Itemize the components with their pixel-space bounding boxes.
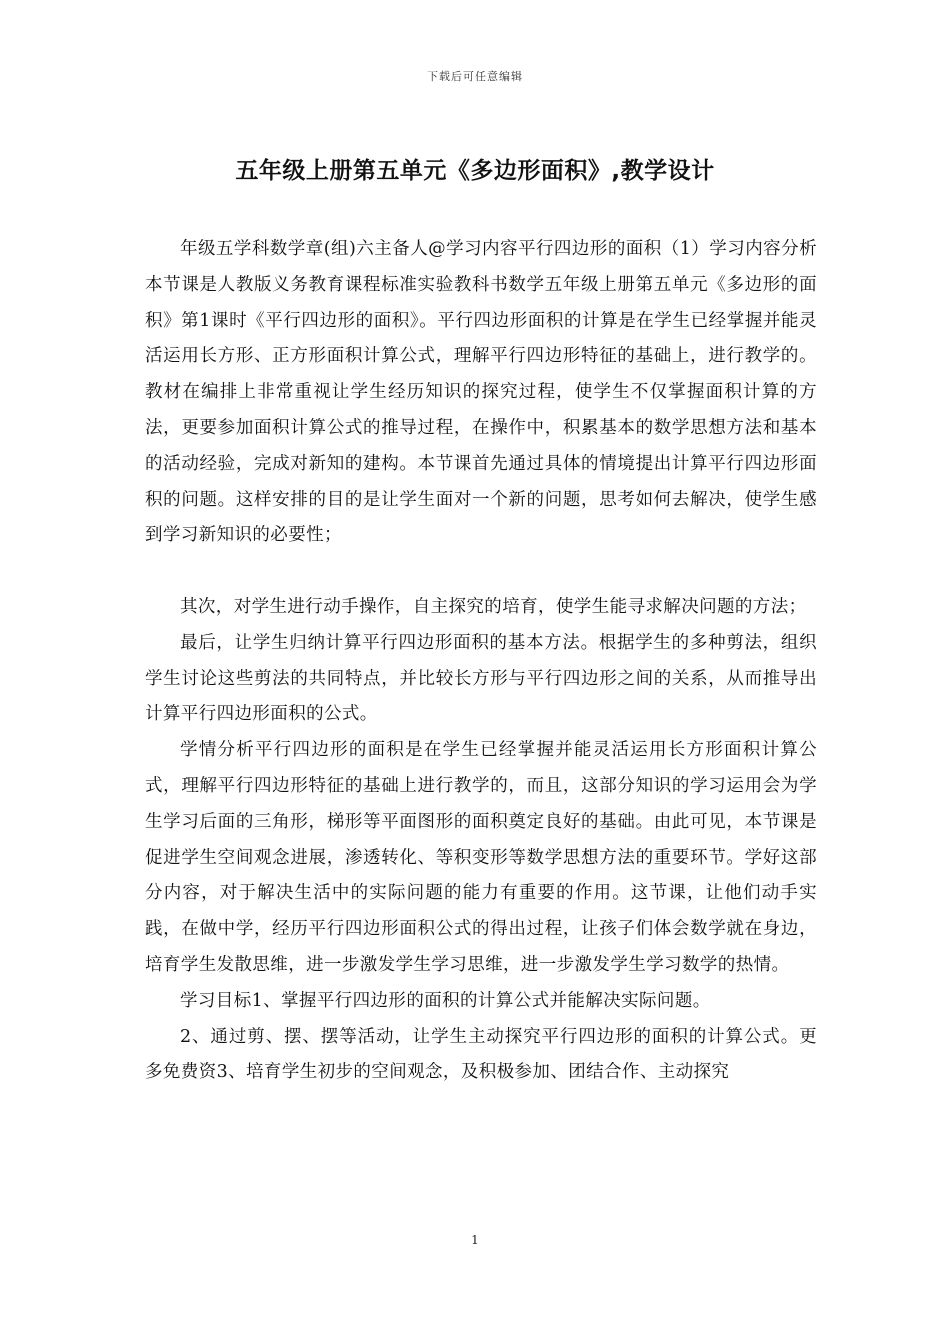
paragraph-learning-analysis: 学情分析平行四边形的面积是在学生已经掌握并能灵活运用长方形面积计算公式，理解平行四边形特征的基础上进行教学的，而且，这部分知识的学习运用会为学生学习后面的三角形，梯形等平面图形的面积奠定良好的基础。由此可见，本节课是促进学生空间观念进展，渗透转化、等积变形等数学思想方法的重要环节。学好这部分内容，对于解决生活中的实际问题的能力有重要的作用。这节课，让他们动手实践，在做中学，经历平行四边形面积公式的得出过程，让孩子们体会数学就在身边，培育学生发散思维，进一步激发学生学习思维，进一步激发学生学习数学的热情。 (145, 740, 817, 975)
paragraph-content-analysis: 年级五学科数学章(组)六主备人@学习内容平行四边形的面积（1）学习内容分析本节课是人教版义务教育课程标准实验教科书数学五年级上册第五单元《多边形的面积》第1课时《平行四边形的面积》。平行四边形面积的计算是在学生已经掌握并能灵活运用长方形、正方形面积计算公式，理解平行四边形特征的基础上，进行教学的。教材在编排上非常重视让学生经历知识的探究过程，使学生不仅掌握面积计算的方法，更要参加面积计算公式的推导过程，在操作中，积累基本的数学思想方法和基本的活动经验，完成对新知的建构。本节课首先通过具体的情境提出计算平行四边形面积的问题。这样安排的目的是让学生面对一个新的问题，思考如何去解决，使学生感到学习新知识的必要性； (145, 239, 817, 546)
document-title: 五年级上册第五单元《多边形面积》,教学设计 (235, 158, 715, 184)
paragraph-learning-goal-1: 学习目标1、掌握平行四边形的面积的计算公式并能解决实际问题。 (180, 990, 711, 1011)
paragraph-secondly: 其次，对学生进行动手操作，自主探究的培育，使学生能寻求解决问题的方法； (180, 596, 807, 617)
page-number: 1 (471, 1233, 479, 1247)
paragraph-learning-goal-2: 2、通过剪、摆、摆等活动，让学生主动探究平行四边形的面积的计算公式。更多免费资3、培育学生初步的空间观念，及积极参加、团结合作、主动探究 (145, 1026, 817, 1083)
document-body (145, 232, 817, 1091)
paragraph-finally: 最后，让学生归纳计算平行四边形面积的基本方法。根据学生的多种剪法，组织学生讨论这些剪法的共同特点，并比较长方形与平行四边形之间的关系，从而推导出计算平行四边形面积的公式。 (145, 632, 817, 725)
header-note: 下载后可任意编辑 (427, 70, 523, 83)
